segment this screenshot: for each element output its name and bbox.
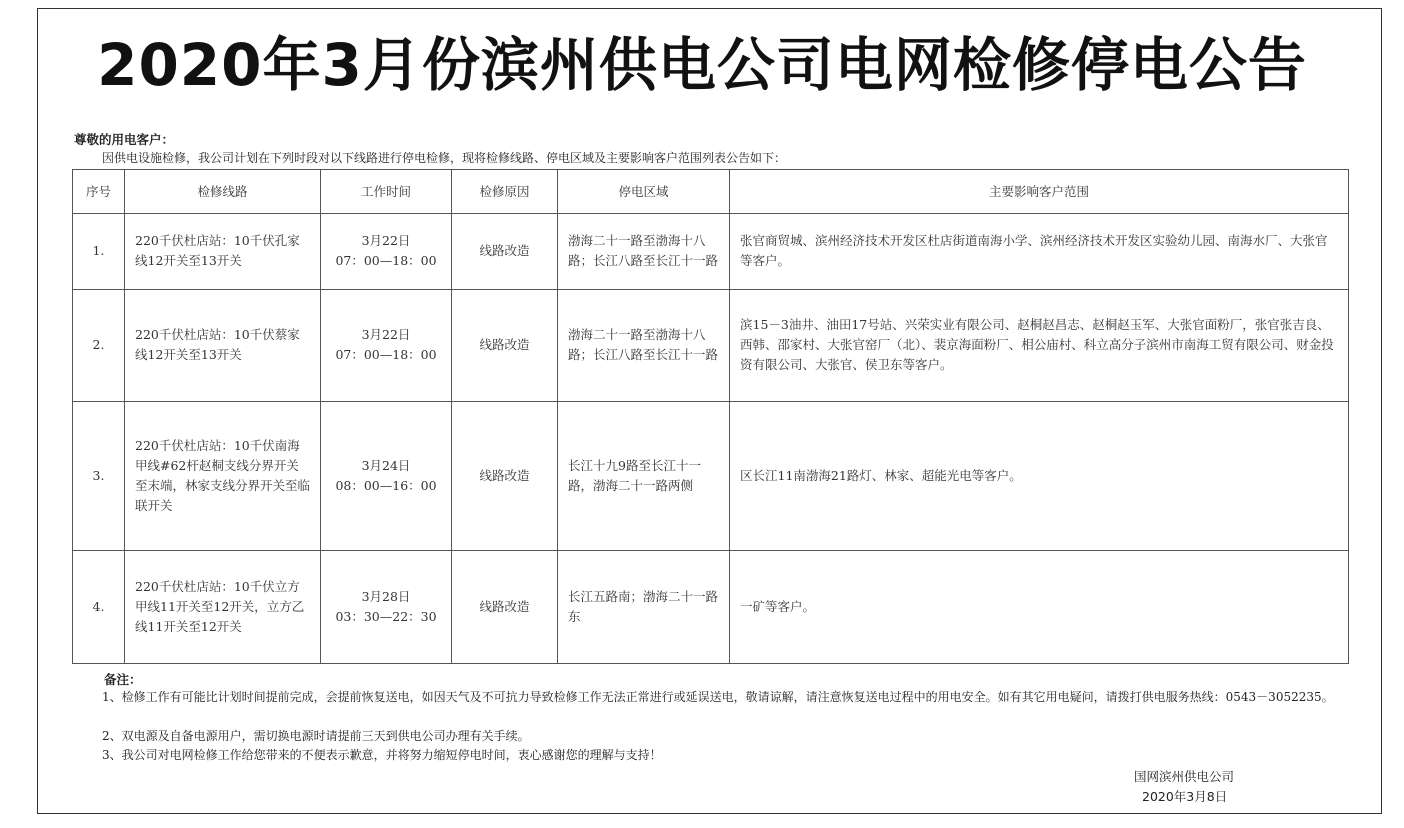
header-time: 工作时间 (321, 170, 452, 214)
cell-reason: 线路改造 (452, 289, 558, 402)
cell-time (321, 289, 452, 402)
cell-line: 220千伏杜店站：10千伏南海甲线#62杆赵桐支线分界开关至末端，林家支线分界开关至临联开关 (125, 402, 321, 551)
table-row (73, 289, 1349, 402)
notice-title: 2020年3月份滨州供电公司电网检修停电公告 (97, 31, 1307, 99)
cell-customers: 一矿等客户。 (730, 551, 1349, 664)
cell-date: 3月24日 (361, 458, 411, 474)
cell-serial: 1. (73, 214, 125, 290)
table-header-row (73, 170, 1349, 214)
cell-customers: 区长江11南渤海21路灯、林家、超能光电等客户。 (730, 402, 1349, 551)
note-1: 1、检修工作有可能比计划时间提前完成，会提前恢复送电，如因天气及不可抗力导致检修工作无法正常进行或延误送电，敬请谅解，请注意恢复送电过程中的用电安全。如有其它用电疑问，请拨打供电服务热线：0543－3052235。 (102, 690, 1334, 704)
note-3: 3、我公司对电网检修工作给您带来的不便表示歉意，并将努力缩短停电时间，衷心感谢您的理解与支持！ (102, 748, 662, 762)
cell-line: 220千伏杜店站：10千伏立方甲线11开关至12开关，立方乙线11开关至12开关 (125, 551, 321, 664)
cell-area: 长江五路南；渤海二十一路东 (558, 551, 730, 664)
cell-hours: 03：30—22：30 (335, 609, 437, 625)
signature-date: 2020年3月8日 (1142, 789, 1228, 804)
cell-time (321, 551, 452, 664)
cell-serial: 4. (73, 551, 125, 664)
cell-serial: 3. (73, 402, 125, 551)
cell-customers: 滨15－3油井、油田17号站、兴荣实业有限公司、赵桐赵昌志、赵桐赵玉军、大张官面粉厂，张官张吉良、西韩、邵家村、大张官窑厂（北）、裴京海面粉厂、相公庙村、科立高分子滨州市南海工贸有限公司、财金投资有限公司、大张官、侯卫东等客户。 (730, 289, 1349, 402)
header-serial: 序号 (73, 170, 125, 214)
header-line: 检修线路 (125, 170, 321, 214)
cell-reason: 线路改造 (452, 214, 558, 290)
notes-title: 备注： (104, 672, 142, 687)
signature-org: 国网滨州供电公司 (1134, 769, 1235, 784)
cell-time (321, 402, 452, 551)
cell-hours: 08：00—16：00 (335, 478, 437, 494)
header-reason: 检修原因 (452, 170, 558, 214)
cell-area: 长江十九9路至长江十一路，渤海二十一路两侧 (558, 402, 730, 551)
table-row (73, 402, 1349, 551)
cell-reason: 线路改造 (452, 551, 558, 664)
cell-area: 渤海二十一路至渤海十八路；长江八路至长江十一路 (558, 289, 730, 402)
outage-table (72, 169, 1349, 664)
cell-date: 3月28日 (361, 589, 411, 605)
header-area: 停电区域 (558, 170, 730, 214)
cell-customers: 张官商贸城、滨州经济技术开发区杜店街道南海小学、滨州经济技术开发区实验幼儿园、南海水厂、大张官等客户。 (730, 214, 1349, 290)
salutation: 尊敬的用电客户： (74, 132, 175, 147)
cell-area: 渤海二十一路至渤海十八路；长江八路至长江十一路 (558, 214, 730, 290)
cell-time (321, 214, 452, 290)
cell-serial: 2. (73, 289, 125, 402)
note-2: 2、双电源及自备电源用户，需切换电源时请提前三天到供电公司办理有关手续。 (102, 729, 530, 743)
header-customers: 主要影响客户范围 (730, 170, 1349, 214)
cell-hours: 07：00—18：00 (335, 347, 437, 363)
table-row (73, 551, 1349, 664)
table-row (73, 214, 1349, 290)
cell-line: 220千伏杜店站：10千伏孔家线12开关至13开关 (125, 214, 321, 290)
cell-date: 3月22日 (361, 327, 411, 343)
cell-reason: 线路改造 (452, 402, 558, 551)
intro-text: 因供电设施检修，我公司计划在下列时段对以下线路进行停电检修，现将检修线路、停电区域及主要影响客户范围列表公告如下： (102, 151, 787, 165)
cell-line: 220千伏杜店站：10千伏蔡家线12开关至13开关 (125, 289, 321, 402)
cell-date: 3月22日 (361, 233, 411, 249)
cell-hours: 07：00—18：00 (335, 253, 437, 269)
